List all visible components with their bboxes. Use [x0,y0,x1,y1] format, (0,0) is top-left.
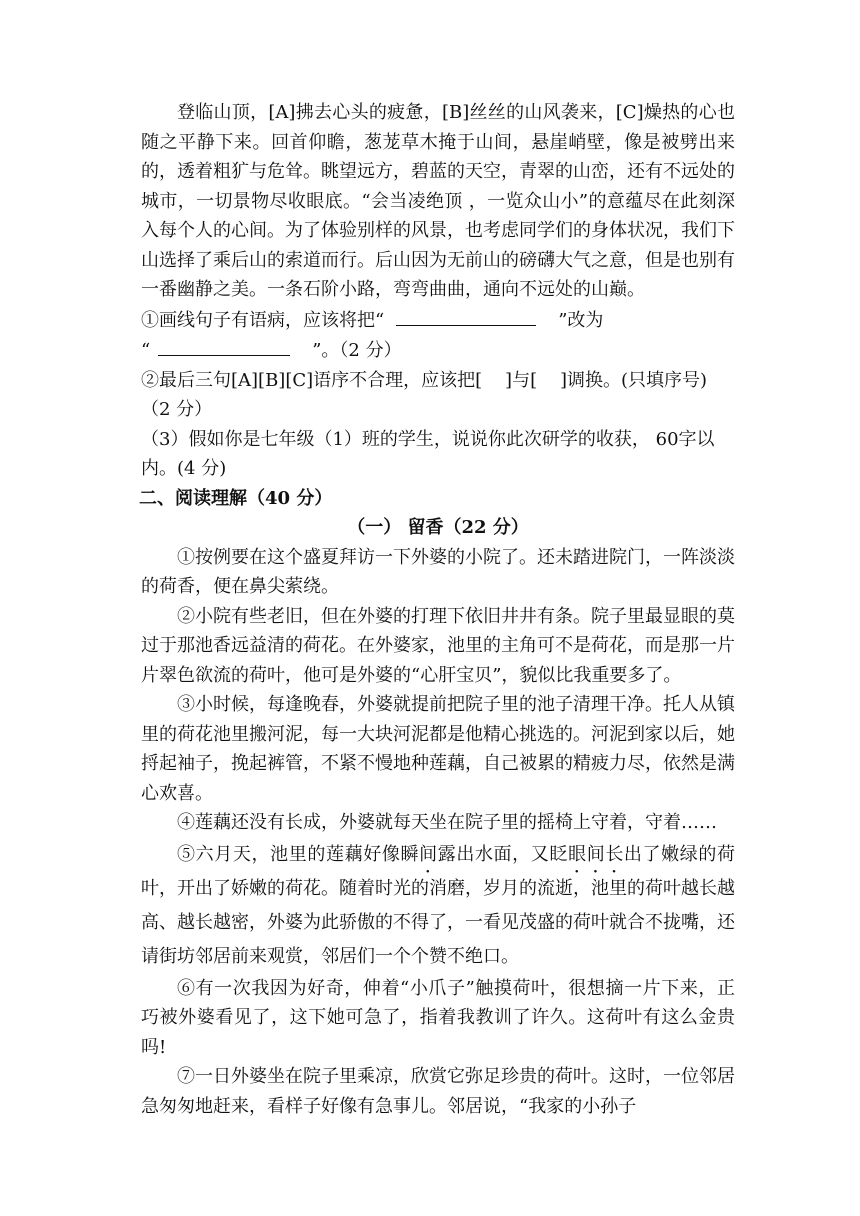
question-2-text: ②最后三句[A][B][C]语序不合理，应该把[ [141,369,483,391]
emphasis-char: 眼 [568,843,587,865]
question-1-line-a [141,305,735,336]
story-paragraph-4: ④莲藕还没有长成，外婆就每天坐在院子里的摇椅上守着，守着…… [177,812,717,833]
passage-paragraph: 登临山顶，[A]拂去心头的疲惫，[B]丝丝的山风袭来，[C]燥热的心也随之平静下来。回首仰瞻，葱茏草木掩于山间，悬崖峭壁，像是被劈出来的，透着粗犷与危耸。眺望远方，碧蓝的天空，青翠的山峦，还有不远处的城市，一切景物尽收眼底。“会当凌绝顶 ，一览众山小”的意蕴尽在此刻深入每个人的心间。为了体验别样的风景，也考虑同学们的身体状况，我们下山选择了乘后山的索道而行。后山因为无前山的磅礴大气之意，但是也别有一番幽静之美。一条石阶小路，弯弯曲曲，通向不远处的山巅。 [141,102,735,300]
story-paragraph-6: ⑥有一次我因为好奇，伸着“小爪子”触摸荷叶，很想摘一片下来，正巧被外婆看见了，这下她可急了，指着我教训了许久。这荷叶有这么金贵吗! [141,977,735,1058]
story-p5-text-d: 长出了嫩绿的荷叶，开出了娇嫩的荷花。随着时光的消磨，岁月的流逝，池里的荷叶越长越高、越长越密，外婆为此骄傲的不得了，一看见茂盛的荷叶就合不拢嘴，还请街坊邻居前来观赏，邻居们一个个赞不绝口。 [141,843,736,967]
story-paragraph-7: ⑦一日外婆坐在院子里乘凉，欣赏它弥足珍贵的荷叶。这时，一位邻居急匆匆地赶来，看样子好像有急事儿。邻居说，“我家的小孙子 [141,1066,735,1117]
emphasis-char: 间 [586,843,606,865]
story-paragraph-1: ①按例要在这个盛夏拜访一下外婆的小院了。还未踏进院门，一阵淡淡的荷香，便在鼻尖萦绕。 [141,546,735,597]
question-2-text-3: ]调换。(只填序号)（2 分） [141,369,708,420]
answer-blank-2[interactable] [158,335,290,356]
story-paragraph-2: ②小院有些老旧，但在外婆的打理下依旧井井有条。院子里最显眼的莫过于那池香远益清的荷花。在外婆家，池里的主角可不是荷花，而是那一片片翠色欲流的荷叶，他可是外婆的“心肝宝贝”，貌似比我重要多了。 [141,605,735,686]
question-1-open-quote: “ [141,340,151,361]
answer-bracket-2[interactable] [537,370,560,391]
emphasis-char: 瞬 [400,843,420,865]
emphasis-char: 眨 [549,843,569,865]
story-paragraph-3: ③小时候，每逢晚春，外婆就提前把院子里的池子清理干净。托人从镇里的荷花池里搬河泥，每一大块河泥都是他精心挑选的。河泥到家以后，她捋起袖子，挽起裤管，不紧不慢地种莲藕，自己被累的精疲力尽，依然是满心欢喜。 [141,694,735,804]
answer-bracket-1[interactable] [482,370,505,391]
passage-title: （一） 留香（22 分） [347,517,529,538]
story-p5-text-a: ⑤六月天，池里的莲藕好像 [177,843,401,865]
question-1-text: ①画线句子有语病，应该将把“ [141,309,385,331]
story-p5-text-b: 间露出水面，又 [419,843,550,865]
question-2-text-2: ]与[ [505,369,538,391]
question-1-score: ”。（2 分） [312,340,402,361]
question-2-line [141,366,735,425]
document-page [141,98,735,1121]
question-1-text-2: ”改为 [558,309,604,331]
answer-blank-1[interactable] [396,305,536,326]
question-3: （3）假如你是七年级（1）班的学生，说说你此次研学的收获， 60字以内。(4 分) [141,428,715,479]
question-1-line-b [141,335,735,366]
section-title: 二、阅读理解（40 分） [139,487,333,509]
story-paragraph-5 [141,838,735,974]
